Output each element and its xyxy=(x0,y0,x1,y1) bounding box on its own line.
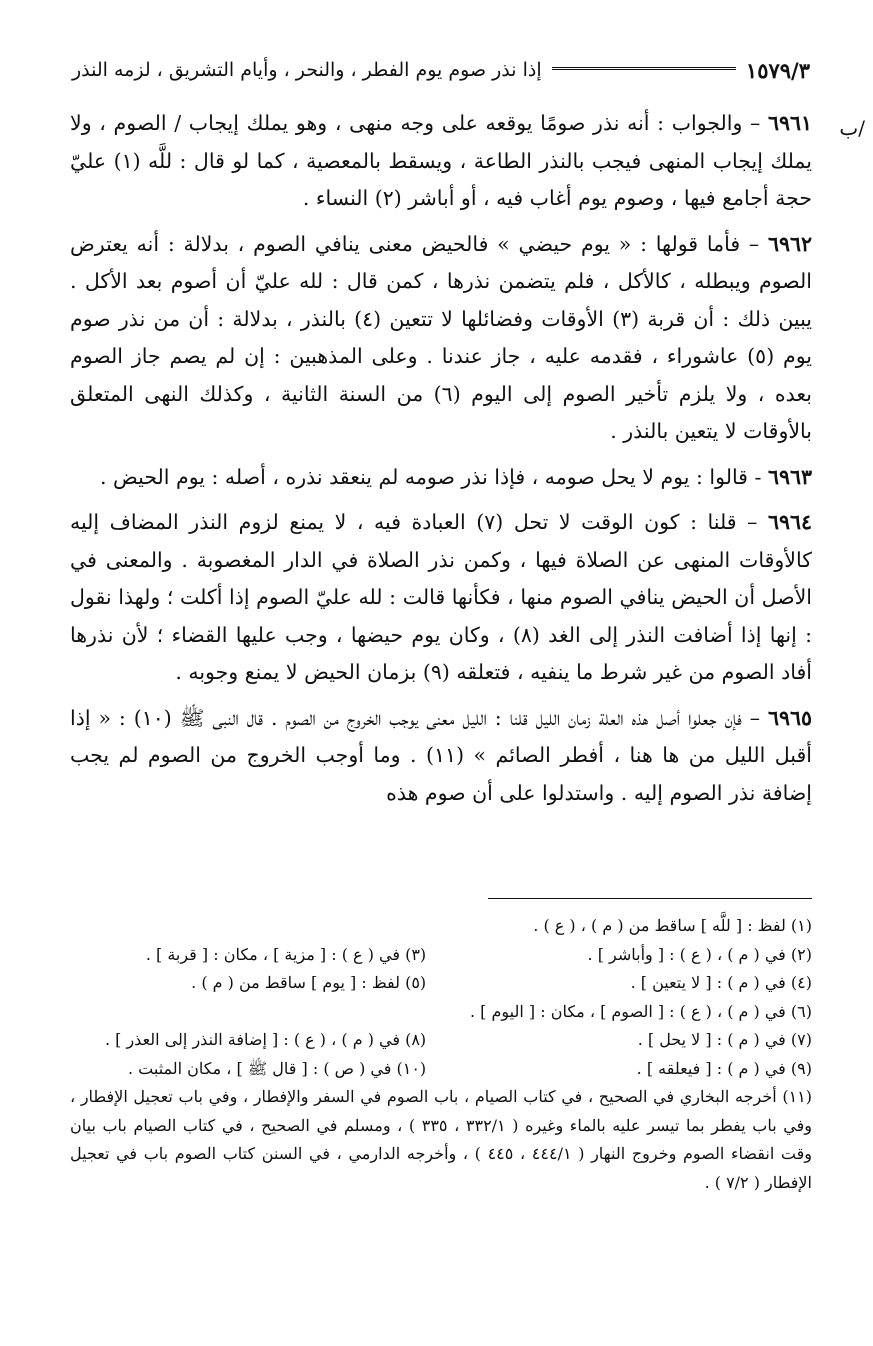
footnote-3: (٣) في ( ع ) : [ مزية ] ، مكان : [ قربة ] . xyxy=(145,944,427,964)
footnote-row xyxy=(70,1026,812,1055)
footnote-1: (١) لفظ : [ للَّه ] ساقط من ( م ) ، ( ع ) . xyxy=(533,916,812,935)
paragraph-number: ٦٩٦٢ xyxy=(767,231,812,256)
footnotes xyxy=(70,912,812,1197)
footnote-10: (١٠) في ( ص ) : [ قال ﷺ ] ، مكان المثبت . xyxy=(127,1058,427,1078)
footnote-5: (٥) لفظ : [ يوم ] ساقط من ( م ) . xyxy=(191,973,427,992)
paragraph-text: – فإن جعلوا أصل هذه العلة زمان الليل قلنا : الليل معنى يوجب الخروج من الصوم . قال النبى ﷺ (١٠) : « إذا أقبل الليل من ها هنا ، أفطر الصائم » (١١) . وما أوجب الخروج من الصوم لم يجب إضافة نذر الصوم إليه . واستدلوا على أن صوم هذه xyxy=(70,705,812,805)
footnote-11: (١١) أخرجه البخاري في الصحيح ، في كتاب الصيام ، باب الصوم في السفر والإفطار ، وفي باب تعجيل الإفطار ، وفي باب يفطر بما تيسر عليه بالماء وغيره ( ٣٣٢/١ ، ٣٣٥ ) ، ومسلم في الصحيح ، في كتاب الصيام باب بيان وقت انقضاء الصوم وخروج النهار ( ٤٤٤/١ ، ٤٤٥ ) ، وأخرجه الدارمي ، في السنن كتاب الصوم باب في تعجيل الإفطار ( ٧/٢ ) . xyxy=(70,1087,813,1192)
paragraph-number: ٦٩٦١ xyxy=(767,111,812,135)
footnote-6: (٦) في ( م ) ، ( ع ) : [ الصوم ] ، مكان : [ اليوم ] . xyxy=(469,1001,812,1021)
paragraph-text: – فأما قولها : « يوم حيضي » فالحيض معنى ينافي الصوم ، بدلالة : أنه يعترض الصوم ويبطله ، كالأكل ، فلم يتضمن نذرها ، كمن قال : لله عليّ أن أصوم بعد الأكل . يبين ذلك : أن قربة (٣) الأوقات وفضائلها لا تتعين (٤) بالنذر ، بدلالة : أن من نذر صوم يوم (٥) عاشوراء ، فقدمه عليه ، جاز عندنا . وعلى المذهبين : إن لم يصم جاز الصوم بعده ، ولا يلزم تأخير الصوم إلى اليوم (٦) من السنة الثانية ، وكذلك النهى المتعلق بالأوقات لا يتعين بالنذر . xyxy=(70,231,813,443)
page-number: ١٥٧٩/٣ xyxy=(745,57,810,83)
paragraph-number: ٦٩٦٣ xyxy=(767,464,812,489)
footnote-7: (٧) في ( م ) : [ لا يحل ] . xyxy=(637,1030,812,1049)
paragraph-6961 xyxy=(70,105,812,218)
paragraph-number: ٦٩٦٤ xyxy=(767,510,812,534)
paragraph-6962 xyxy=(70,226,812,451)
paragraph-text: – قلنا : كون الوقت لا تحل (٧) العبادة فيه ، لا يمنع لزوم النذر المضاف إليه كالأوقات المنهى عن الصلاة فيها ، وكمن نذر الصلاة في الدار المغصوبة . والمعنى في الأصل أن الحيض ينافي الصوم منها ، فكأنها قالت : لله عليّ الصوم إذا أكلت ؛ ولهذا نقول : إنها إذا أضافت النذر إلى الغد (٨) ، وكان يوم حيضها ، وجب عليها القضاء ؛ لأن نذرها أفاد الصوم من غير شرط ما ينفيه ، فتعلقه (٩) بزمان الحيض لا يمنع وجوبه . xyxy=(70,510,812,684)
footnote-row xyxy=(70,1055,812,1084)
paragraph-6963 xyxy=(70,459,812,497)
footnote-4: (٤) في ( م ) : [ لا يتعين ] . xyxy=(630,973,812,992)
paragraph-number: ٦٩٦٥ xyxy=(767,705,812,730)
paragraph-text: - قالوا : يوم لا يحل صومه ، فإذا نذر صومه لم ينعقد نذره ، أصله : يوم الحيض . xyxy=(99,464,768,489)
paragraph-text: – والجواب : أنه نذر صومًا يوقعه على وجه منهى ، وهو يملك إيجاب / الصوم ، ولا يملك إيجاب المنهى فيجب بالنذر الطاعة ، ويسقط بالمعصية ، كما لو قال : للَّه (١) عليّ حجة أجامع فيها ، وصوم يوم أغاب فيه ، أو أباشر (٢) النساء . xyxy=(70,111,812,210)
footnote-8: (٨) في ( م ) ، ( ع ) : [ إضافة النذر إلى العذر ] . xyxy=(104,1030,427,1049)
footnote-row xyxy=(70,912,812,941)
paragraph-6965 xyxy=(70,700,812,813)
margin-note: /ب xyxy=(839,116,865,140)
header-rule xyxy=(552,67,736,74)
footnote-2: (٢) في ( م ) ، ( ع ) : [ وأباشر ] . xyxy=(587,944,812,964)
footnote-9: (٩) في ( م ) : [ فيعلقه ] . xyxy=(636,1058,812,1078)
running-head: إذا نذر صوم يوم الفطر ، والنحر ، وأيام التشريق ، لزمه النذر xyxy=(72,59,542,81)
paragraph-6964 xyxy=(70,504,812,692)
footnote-row xyxy=(70,998,812,1027)
page-header xyxy=(72,50,810,90)
footnote-row xyxy=(70,969,812,998)
footnote-rule xyxy=(488,898,812,899)
footnote-row xyxy=(70,941,812,970)
main-text xyxy=(70,105,812,820)
